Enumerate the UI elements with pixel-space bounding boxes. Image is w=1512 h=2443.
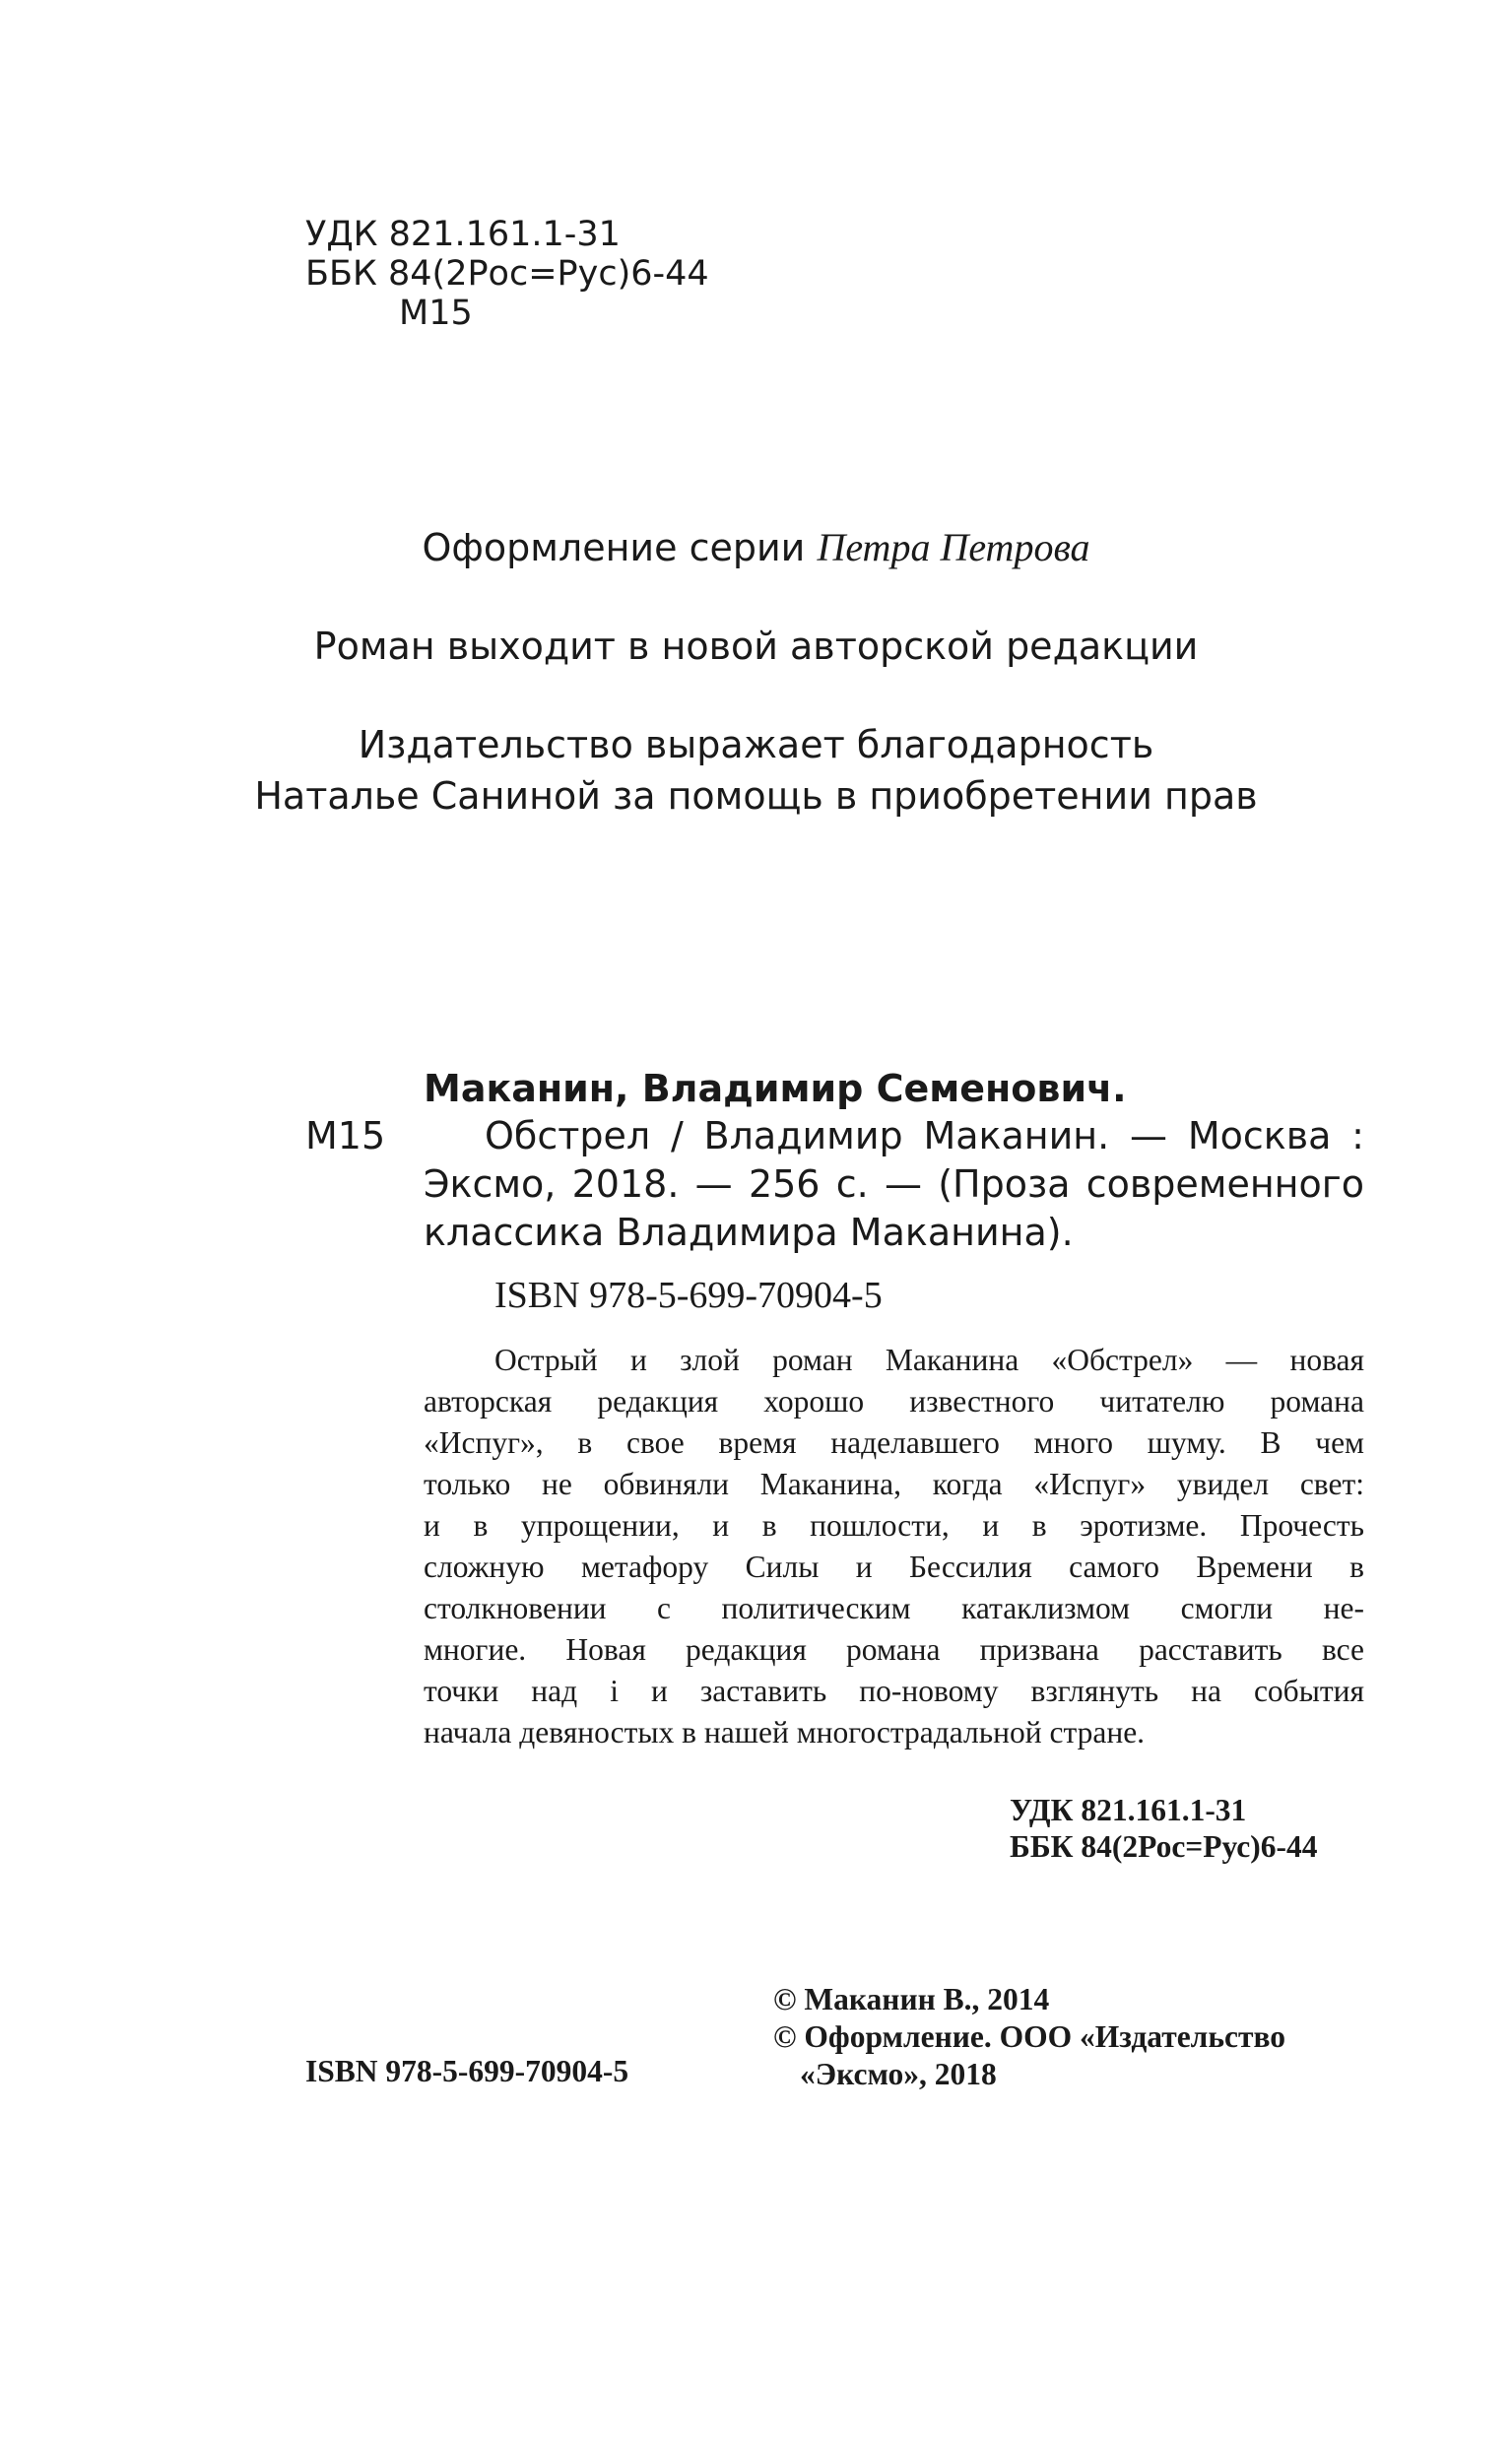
- series-design-credit: [0, 522, 1512, 573]
- series-design-name: Петра Петрова: [817, 525, 1090, 569]
- author-heading: Маканин, Владимир Семенович.: [424, 1067, 1127, 1110]
- series-design-prefix: Оформление серии: [422, 526, 818, 569]
- description-line-2: Эксмо, 2018. — 256 с. — (Проза современного: [424, 1162, 1364, 1206]
- annotation-line: Острый и злой роман Маканина «Обстрел» — новая: [494, 1343, 1364, 1377]
- annotation-line: начала девяностых в нашей многострадальной стране.: [424, 1715, 1146, 1750]
- annotation-line: только не обвиняли Маканина, когда «Испуг» увидел свет:: [424, 1467, 1364, 1501]
- annotation-line: и в упрощении, и в пошлости, и в эротизме. Прочесть: [424, 1508, 1364, 1543]
- annotation-line: авторская редакция хорошо известного читателю романа: [424, 1384, 1364, 1419]
- bbk-top: ББК 84(2Рос=Рус)6-44: [305, 254, 709, 294]
- bbk-bottom: ББК 84(2Рос=Рус)6-44: [1010, 1829, 1318, 1864]
- annotation-line: сложную метафору Силы и Бессилия самого Времени в: [424, 1550, 1364, 1584]
- copyright-design-line-1: © Оформление. ООО «Издательство: [773, 2019, 1286, 2054]
- description-line-1: Обстрел / Владимир Маканин. — Москва :: [485, 1114, 1364, 1157]
- card-isbn: ISBN 978-5-699-70904-5: [494, 1275, 883, 1316]
- annotation-line: точки над i и заставить по-новому взглянуть на события: [424, 1674, 1364, 1708]
- edition-note: Роман выходит в новой авторской редакции: [313, 625, 1199, 668]
- copyright-author: © Маканин В., 2014: [773, 1982, 1050, 2016]
- copyright-isbn: ISBN 978-5-699-70904-5: [305, 2054, 629, 2088]
- udk-top: УДК 821.161.1-31: [305, 215, 621, 254]
- annotation-line: «Испуг», в свое время наделавшего много шуму. В чем: [424, 1425, 1364, 1460]
- udk-bottom: УДК 821.161.1-31: [1010, 1793, 1247, 1827]
- thanks-line-2: Наталье Саниной за помощь в приобретении прав: [254, 774, 1258, 818]
- description-line-3: классика Владимира Маканина).: [424, 1211, 1074, 1254]
- copyright-design-line-2: «Эксмо», 2018: [800, 2057, 997, 2091]
- author-mark-card: М15: [305, 1114, 386, 1157]
- annotation-line: многие. Новая редакция романа призвана расставить все: [424, 1632, 1364, 1667]
- annotation-line: столкновении с политическим катаклизмом смогли не-: [424, 1591, 1364, 1625]
- author-mark-top: М15: [399, 294, 473, 333]
- thanks-line-1: Издательство выражает благодарность: [358, 723, 1154, 766]
